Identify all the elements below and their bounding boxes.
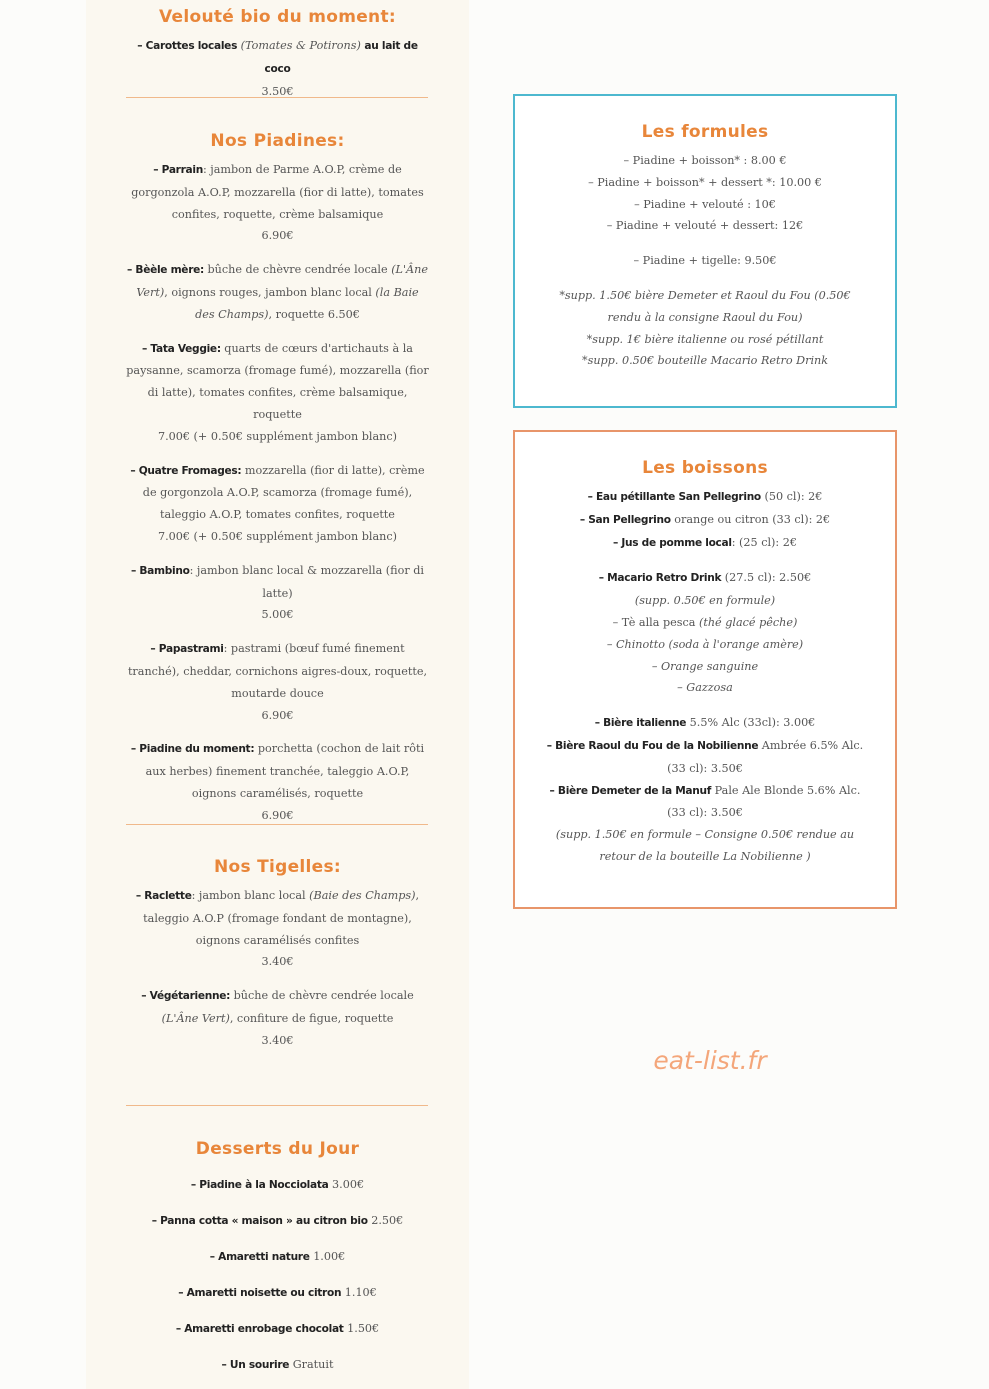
formule-note: *supp. 1.50€ bière Demeter et Raoul du Fou (0.50€ rendu à la consigne Raoul du Fou) <box>559 288 851 324</box>
boisson-item: – Bière Raoul du Fou de la Nobilienne Ambrée 6.5% Alc. (33 cl): 3.50€ <box>546 738 864 775</box>
boisson-item: – Chinotto (soda à l'orange amère) <box>606 637 804 651</box>
piadines-title: Nos Piadines: <box>210 131 345 151</box>
boisson-item: – Bière italienne 5.5% Alc (33cl): 3.00€ <box>594 716 816 730</box>
boisson-item: – Gazzosa <box>677 681 733 695</box>
formule-line: – Piadine + boisson* : 8.00 € <box>623 154 787 167</box>
boisson-item: – Tè alla pesca (thé glacé pêche) <box>612 615 798 629</box>
formule-line: – Piadine + boisson* + dessert *: 10.00 € <box>588 175 822 189</box>
desserts-section <box>86 1139 469 1383</box>
veloute-title: Velouté bio du moment: <box>159 7 396 27</box>
boisson-item: – Eau pétillante San Pellegrino (50 cl): 2€ <box>587 490 823 503</box>
formule-line: – Piadine + velouté + dessert: 12€ <box>606 219 804 233</box>
dessert-item: – Un sourire Gratuit <box>221 1358 334 1371</box>
dessert-item: – Amaretti nature 1.00€ <box>209 1250 346 1263</box>
piadine-parrain: – Parrain: jambon de Parme A.O.P, crème de gorgonzola A.O.P, mozzarella (fior di latte), tomates confites, roquette, crème balsamique 6.90€ <box>131 163 424 243</box>
boissons-title: Les boissons <box>642 458 768 478</box>
piadine-tata-veggie: – Tata Veggie: quarts de cœurs d'artichauts à la paysanne, scamorza (fromage fumé), mozzarella (fior di latte), tomates confites, crème balsamique, roquette 7.00€ (+ 0.50€ supplément jambon blanc) <box>126 341 429 443</box>
desserts-title: Desserts du Jour <box>195 1139 360 1159</box>
boisson-item: – San Pellegrino orange ou citron (33 cl): 2€ <box>579 512 831 526</box>
tigelles-title: Nos Tigelles: <box>213 857 342 877</box>
watermark: eat-list.fr <box>653 1046 767 1075</box>
veloute-section <box>86 7 469 102</box>
tigelle-vegetarienne: – Végétarienne: bûche de chèvre cendrée locale (L'Âne Vert), confiture de figue, roquette 3.40€ <box>141 989 414 1047</box>
boisson-item: – Orange sanguine <box>651 659 759 673</box>
formule-line: – Piadine + velouté : 10€ <box>634 197 776 211</box>
tigelle-raclette: – Raclette: jambon blanc local (Baie des Champs), taleggio A.O.P (fromage fondant de montagne), oignons caramélisés confites 3.40€ <box>135 889 420 969</box>
tigelles-section <box>86 857 469 1052</box>
veloute-item: – Carottes locales (Tomates & Potirons) au lait de coco 3.50€ <box>137 39 418 98</box>
boisson-item: – Macario Retro Drink (27.5 cl): 2.50€ <box>598 571 812 585</box>
boissons-bieres <box>515 712 895 868</box>
dessert-item: – Amaretti enrobage chocolat 1.50€ <box>175 1322 380 1335</box>
divider <box>126 824 428 825</box>
formules-title: Les formules <box>641 122 769 142</box>
formules-box <box>513 94 897 408</box>
veloute-price: 3.50€ <box>261 84 294 98</box>
dessert-item: – Panna cotta « maison » au citron bio 2.50€ <box>151 1214 404 1227</box>
piadine-beele-mere: – Bèèle mère: bûche de chèvre cendrée locale (L'Âne Vert), oignons rouges, jambon blanc local (la Baie des Champs), roquette 6.50€ <box>127 263 428 321</box>
boissons-macario <box>515 567 895 699</box>
piadine-quatre-fromages: – Quatre Fromages: mozzarella (fior di latte), crème de gorgonzola A.O.P, scamorza (fromage fumé), taleggio A.O.P, tomates confites, roquette 7.00€ (+ 0.50€ supplément jambon blanc) <box>130 463 425 543</box>
boissons-soft <box>515 486 895 554</box>
boisson-item: – Bière Demeter de la Manuf Pale Ale Blonde 5.6% Alc. (33 cl): 3.50€ <box>549 783 861 820</box>
dessert-item: – Piadine à la Nocciolata 3.00€ <box>190 1178 365 1191</box>
boisson-note: (supp. 1.50€ en formule – Consigne 0.50€ rendue au retour de la bouteille La Nobilienne ) <box>555 828 855 863</box>
dessert-item: – Amaretti noisette ou citron 1.10€ <box>178 1286 377 1299</box>
desserts-list <box>86 1167 469 1383</box>
divider <box>126 97 428 98</box>
divider <box>126 1105 428 1106</box>
boissons-box <box>513 430 897 909</box>
boisson-note: (supp. 0.50€ en formule) <box>634 594 776 608</box>
piadine-bambino: – Bambino: jambon blanc local & mozzarella (fior di latte) 5.00€ <box>130 563 425 622</box>
boisson-item: – Jus de pomme local: (25 cl): 2€ <box>613 535 797 549</box>
formules-notes <box>515 285 895 372</box>
formules-list <box>515 150 895 237</box>
piadine-du-moment: – Piadine du moment: porchetta (cochon de lait rôti aux herbes) finement tranchée, taleggio A.O.P, oignons caramélisés, roquette 6.90€ <box>130 742 425 822</box>
piadine-papastrami: – Papastrami: pastrami (bœuf fumé finement tranché), cheddar, cornichons aigres-doux, roquette, moutarde douce 6.90€ <box>127 642 428 722</box>
formule-tigelle: – Piadine + tigelle: 9.50€ <box>633 254 777 268</box>
formule-note: *supp. 1€ bière italienne ou rosé pétillant <box>586 332 824 346</box>
piadines-section <box>86 131 469 827</box>
formule-note: *supp. 0.50€ bouteille Macario Retro Drink <box>581 354 829 368</box>
